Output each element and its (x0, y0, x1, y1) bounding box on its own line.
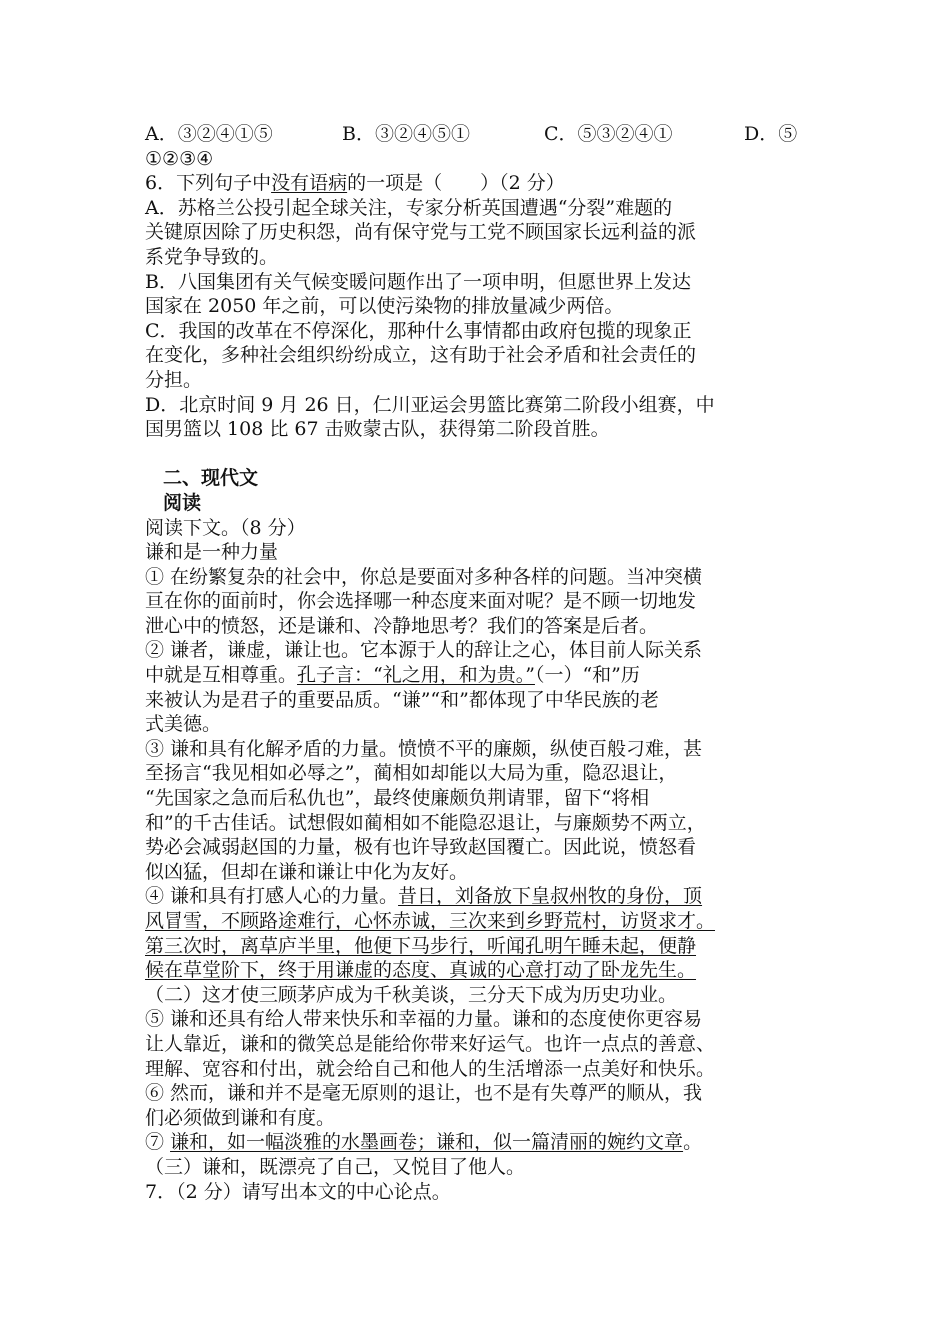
text-line: 让人靠近，谦和的微笑总是能给你带来好运气。也许一点点的善意、 (145, 1032, 716, 1055)
text-line: 国男篮以 108 比 67 击败蒙古队，获得第二阶段首胜。 (145, 418, 610, 441)
exam-page (145, 122, 813, 1204)
confucius-quote-underlined: 孔子言：“礼之用，和为贵。” (297, 664, 535, 687)
text-line: 系党争导致的。 (145, 245, 279, 268)
text-span: 。 (683, 1131, 703, 1154)
text-line (145, 663, 813, 688)
text-line (145, 958, 813, 983)
liu-bei-story-underlined: 候在草堂阶下，终于用谦虚的态度、真诚的心意打动了卧龙先生。 (145, 959, 697, 982)
text-line (145, 934, 813, 959)
text-line: 关键原因除了历史积怨，尚有保守党与工党不顾国家长远利益的派 (145, 221, 697, 244)
q6-stem (145, 171, 813, 196)
text-line: 们必须做到谦和有度。 (145, 1106, 336, 1129)
q6-stem-underlined: 没有语病 (271, 172, 348, 195)
paragraph-1 (145, 565, 813, 639)
text-line: ① 在纷繁复杂的社会中，你总是要面对多种各样的问题。当冲突横 (145, 565, 703, 588)
text-line: （二）这才使三顾茅庐成为千秋美谈，三分天下成为历史功业。 (145, 983, 678, 1006)
text-line: 至扬言“我见相如必辱之”，蔺相如却能以大局为重，隐忍退让， (145, 762, 678, 785)
text-line: “先国家之急而后私仇也”，最终使廉颇负荆请罪，留下“将相 (145, 787, 650, 810)
q6-option-d (145, 393, 813, 442)
q6-stem-tail: 的一项是（ ）（2 分） (347, 172, 565, 195)
paragraph-3 (145, 737, 813, 885)
text-line: （三）谦和，既漂亮了自己，又悦目了他人。 (145, 1155, 526, 1178)
metaphor-underlined: 谦和，如一幅淡雅的水墨画卷；谦和，似一篇清丽的婉约文章 (170, 1131, 684, 1154)
section-heading-continued: 阅读 (163, 491, 202, 514)
liu-bei-story-underlined: 第三次时，离草庐半里，他便下马步行，听闻孔明午睡未起，便静 (145, 934, 697, 957)
q6-stem-text: 6．下列句子中 (145, 172, 272, 195)
text-line: 亘在你的面前时，你会选择哪一种态度来面对呢？是不顾一切地发 (145, 590, 697, 613)
q5-option-a: A．③②④①⑤ (145, 123, 273, 145)
text-line: ⑤ 谦和还具有给人带来快乐和幸福的力量。谦和的态度使你更容易 (145, 1008, 703, 1031)
text-line: A．苏格兰公投引起全球关注，专家分析英国遭遇“分裂”难题的 (145, 196, 673, 219)
text-line: D．北京时间 9 月 26 日，仁川亚运会男篮比赛第二阶段小组赛，中 (145, 393, 715, 416)
text-span: ④ 谦和具有打感人心的力量。 (145, 885, 399, 908)
paragraph-7 (145, 1130, 813, 1179)
text-line: 似凶猛，但却在谦和谦让中化为友好。 (145, 860, 469, 883)
paragraph-5 (145, 1007, 813, 1081)
question-7: 7．（2 分）请写出本文的中心论点。 (145, 1180, 451, 1203)
text-line: 和”的千古佳话。试想假如蔺相如不能隐忍退让，与廉颇势不两立， (145, 811, 706, 834)
text-line: 分担。 (145, 368, 203, 391)
q5-options (145, 122, 813, 147)
text-line: 泄心中的愤怒，还是谦和、冷静地思考？我们的答案是后者。 (145, 614, 659, 637)
reading-instruction: 阅读下文。（8 分） (145, 516, 306, 539)
paragraph-4 (145, 884, 813, 1007)
text-line: 在变化，多种社会组织纷纷成立，这有助于社会矛盾和社会责任的 (145, 344, 697, 367)
text-line: C．我国的改革在不停深化，那种什么事情都由政府包揽的现象正 (145, 319, 692, 342)
q5-option-d: D．⑤ (744, 123, 798, 145)
text-line: ③ 谦和具有化解矛盾的力量。愤愤不平的廉颇，纵使百般刁难，甚 (145, 737, 703, 760)
text-span: ⑦ (145, 1131, 171, 1154)
text-line: 式美德。 (145, 713, 222, 736)
q6-option-c (145, 319, 813, 393)
text-line: 国家在 2050 年之前，可以使污染物的排放量减少两倍。 (145, 295, 624, 318)
text-line: ⑥ 然而，谦和并不是毫无原则的退让，也不是有失尊严的顺从，我 (145, 1082, 703, 1105)
text-line: B．八国集团有关气候变暖问题作出了一项申明，但愿世界上发达 (145, 270, 691, 293)
text-span: （一）“和”历 (534, 664, 640, 687)
q5-option-d-continued: ①②③④ (145, 147, 214, 170)
section-heading: 二、现代文 (163, 467, 259, 490)
q6-option-b (145, 270, 813, 319)
q6-option-a (145, 196, 813, 270)
text-line: 势必会减弱赵国的力量，极有也许导致赵国覆亡。因此说，愤怒看 (145, 836, 697, 859)
q5-option-b: B．③②④⑤① (342, 123, 470, 145)
spacer (145, 442, 813, 467)
text-line: ② 谦者，谦虚，谦让也。它本源于人的辞让之心，体目前人际关系 (145, 639, 703, 662)
text-span: 中就是互相尊重。 (145, 664, 298, 687)
text-line (145, 884, 813, 909)
paragraph-6 (145, 1081, 813, 1130)
text-line (145, 909, 813, 934)
q5-option-c: C．⑤③②④① (544, 123, 673, 145)
text-line: 理解、宽容和付出，就会给自己和他人的生活增添一点美好和快乐。 (145, 1057, 716, 1080)
text-line: 来被认为是君子的重要品质。“谦”“和”都体现了中华民族的老 (145, 688, 659, 711)
liu-bei-story-underlined: 风冒雪，不顾路途难行，心怀赤诚，三次来到乡野荒村，访贤求才。 (145, 910, 716, 932)
article-title: 谦和是一种力量 (145, 541, 279, 564)
paragraph-2 (145, 638, 813, 736)
liu-bei-story-underlined: 昔日，刘备放下皇叔州牧的身份，顶 (398, 885, 703, 908)
text-line (145, 1130, 813, 1155)
